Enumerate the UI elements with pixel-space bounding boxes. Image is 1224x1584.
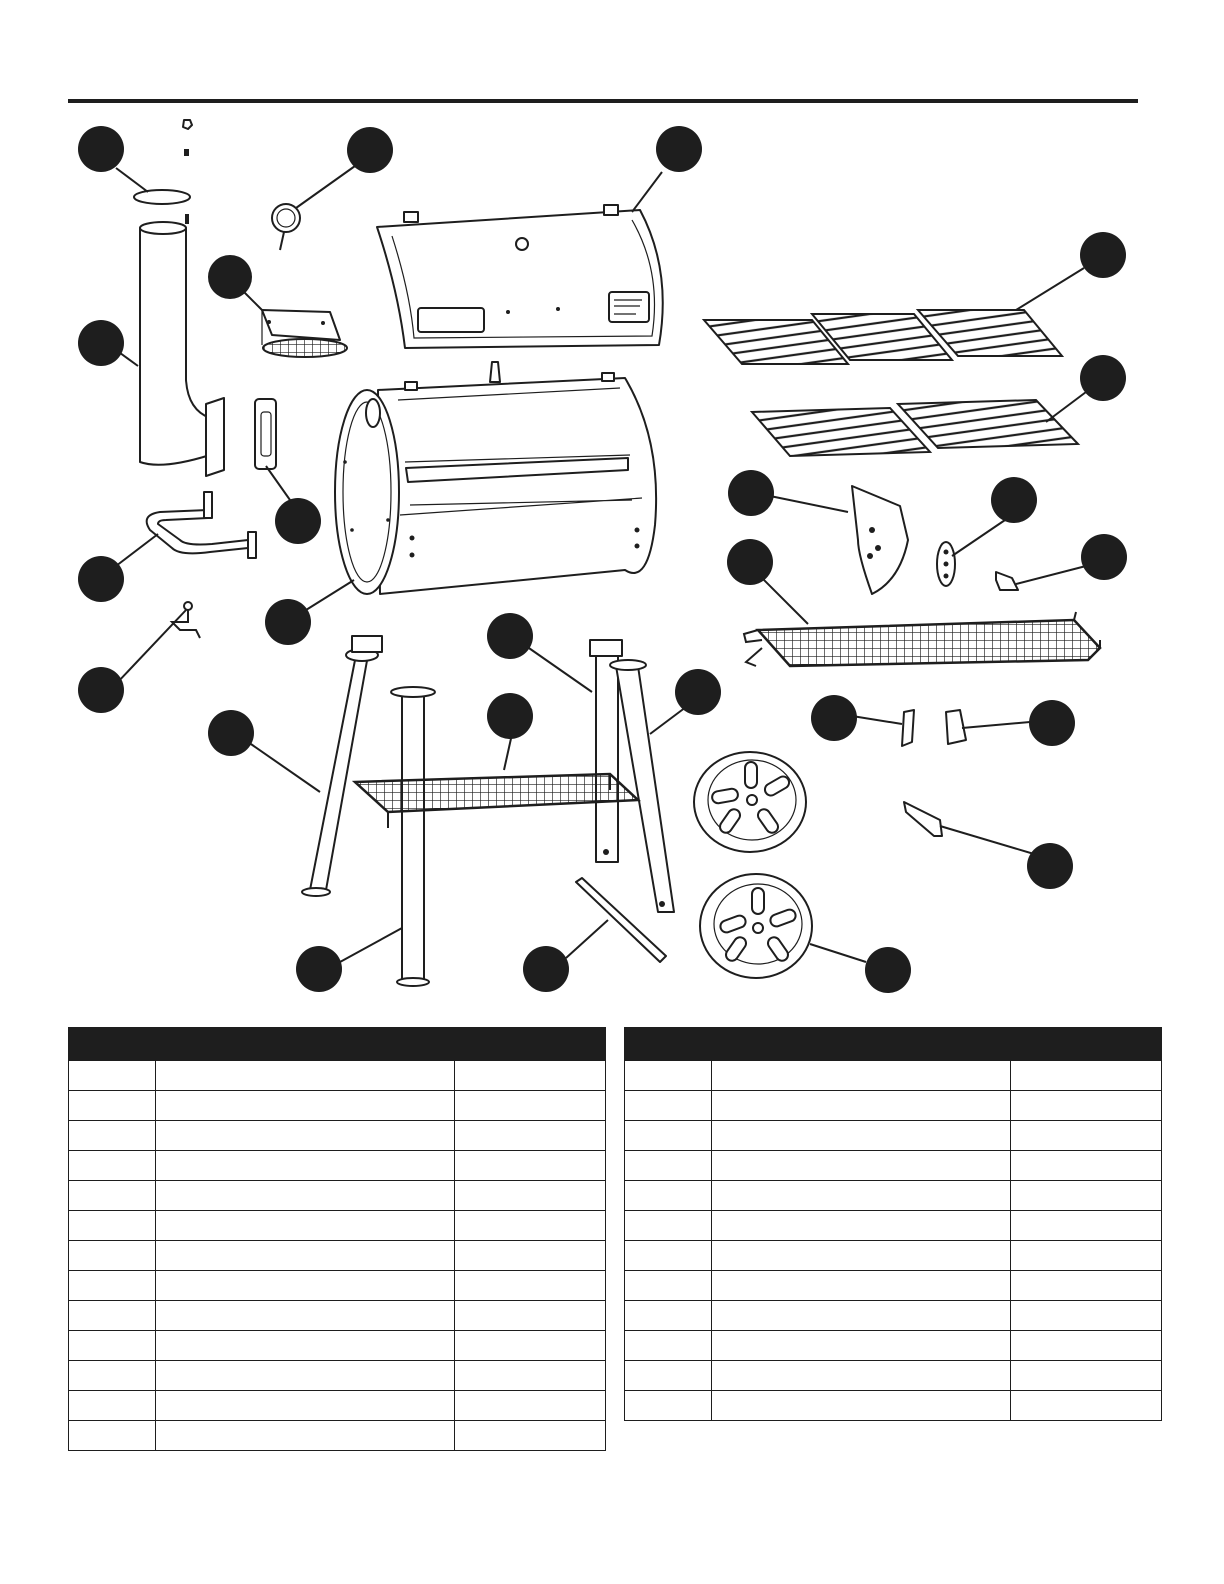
callout-marker [811,695,857,741]
description-cell [711,1331,1010,1361]
key-cell [69,1361,156,1391]
callout-marker [728,470,774,516]
callout-marker [78,126,124,172]
key-cell [625,1271,712,1301]
quantity-cell [454,1121,605,1151]
callout-marker [78,667,124,713]
table-row [625,1061,1162,1091]
key-cell [69,1271,156,1301]
quantity-cell [454,1331,605,1361]
callout-marker [675,669,721,715]
quantity-cell [1010,1271,1161,1301]
description-cell [155,1421,454,1451]
quantity-cell [1010,1151,1161,1181]
quantity-cell [1010,1121,1161,1151]
stack-gasket [255,399,276,469]
callout-marker [1081,534,1127,580]
description-cell [155,1361,454,1391]
quantity-cell [454,1391,605,1421]
quantity-cell [1010,1061,1161,1091]
quantity-cell [454,1301,605,1331]
description-cell [155,1181,454,1211]
quantity-cell [454,1181,605,1211]
quantity-cell [1010,1331,1161,1361]
description-cell [155,1211,454,1241]
charcoal-basket [262,310,347,357]
key-cell [69,1121,156,1151]
axle [576,878,666,962]
table-row [625,1121,1162,1151]
description-cell [155,1391,454,1421]
table-row [69,1211,606,1241]
barrel-body [335,362,656,594]
heat-baffle [852,486,908,594]
key-cell [69,1241,156,1271]
description-cell [711,1121,1010,1151]
stack-hardware [134,120,192,204]
table-row [69,1391,606,1421]
wheel-upper [694,752,806,852]
key-cell [625,1061,712,1091]
cooking-grates-top [704,310,1062,364]
table-row [69,1331,606,1361]
description-cell [155,1091,454,1121]
description-cell [711,1391,1010,1421]
header-cell-quantity [454,1028,605,1061]
parts-table-right [624,1027,1162,1421]
description-cell [711,1241,1010,1271]
table-row [69,1091,606,1121]
quantity-cell [1010,1241,1161,1271]
key-cell [625,1361,712,1391]
description-cell [155,1271,454,1301]
callout-marker [275,498,321,544]
callout-marker [78,556,124,602]
wheel-lower [700,874,812,978]
quantity-cell [454,1211,605,1241]
key-cell [69,1421,156,1451]
description-cell [155,1241,454,1271]
table-row [625,1151,1162,1181]
quantity-cell [1010,1361,1161,1391]
table-row [625,1301,1162,1331]
damper-disc [937,542,955,586]
quantity-cell [454,1271,605,1301]
callout-marker [296,946,342,992]
table-row [625,1271,1162,1301]
callout-marker [208,710,254,756]
callout-marker [1080,232,1126,278]
key-cell [625,1391,712,1421]
key-cell [625,1331,712,1361]
quantity-cell [1010,1301,1161,1331]
damper-bracket [996,572,1018,590]
callout-marker [347,127,393,173]
key-cell [69,1331,156,1361]
description-cell [711,1361,1010,1391]
quantity-cell [1010,1091,1161,1121]
table-row [69,1061,606,1091]
leg-front-center [391,687,435,986]
side-handle [147,492,256,558]
callout-marker [727,539,773,585]
shelf-brackets [902,710,966,836]
key-cell [69,1181,156,1211]
description-cell [711,1301,1010,1331]
description-cell [155,1331,454,1361]
description-cell [155,1121,454,1151]
quantity-cell [454,1421,605,1451]
key-cell [69,1151,156,1181]
key-cell [69,1211,156,1241]
callout-marker [656,126,702,172]
table-row [625,1181,1162,1211]
callout-marker [487,613,533,659]
table-row [625,1361,1162,1391]
header-cell-description [155,1028,454,1061]
header-cell-key [625,1028,712,1061]
description-cell [155,1061,454,1091]
header-cell-quantity [1010,1028,1161,1061]
description-cell [711,1091,1010,1121]
quantity-cell [454,1241,605,1271]
callout-marker [1029,700,1075,746]
table-row [625,1391,1162,1421]
table-row [69,1121,606,1151]
table-row [69,1181,606,1211]
description-cell [711,1061,1010,1091]
description-cell [711,1151,1010,1181]
table-row [625,1211,1162,1241]
quantity-cell [454,1061,605,1091]
table-row [69,1151,606,1181]
table-row [625,1331,1162,1361]
table-row [69,1271,606,1301]
key-cell [625,1151,712,1181]
smokestack [140,214,224,476]
parts-table-header [625,1028,1162,1061]
key-cell [625,1121,712,1151]
description-cell [711,1211,1010,1241]
table-row [69,1241,606,1271]
description-cell [155,1151,454,1181]
callout-marker [487,693,533,739]
table-row [69,1301,606,1331]
thermometer [272,204,300,250]
quantity-cell [1010,1181,1161,1211]
parts-table-left [68,1027,606,1451]
key-cell [69,1061,156,1091]
description-cell [711,1181,1010,1211]
callout-marker [1027,843,1073,889]
parts-table-header [69,1028,606,1061]
quantity-cell [454,1091,605,1121]
callout-marker [991,477,1037,523]
description-cell [155,1301,454,1331]
table-row [625,1241,1162,1271]
quantity-cell [454,1361,605,1391]
callout-marker [523,946,569,992]
table-row [69,1421,606,1451]
header-cell-key [69,1028,156,1061]
description-cell [711,1271,1010,1301]
key-cell [69,1301,156,1331]
key-cell [625,1181,712,1211]
lid [377,205,663,348]
quantity-cell [454,1151,605,1181]
quantity-cell [1010,1391,1161,1421]
callout-marker [78,320,124,366]
key-cell [69,1391,156,1421]
key-cell [69,1091,156,1121]
front-shelf [744,612,1100,666]
callout-marker [1080,355,1126,401]
key-cell [625,1301,712,1331]
leg-front-left [302,636,382,896]
key-cell [625,1091,712,1121]
callout-marker [208,255,252,299]
quantity-cell [1010,1211,1161,1241]
callout-marker [265,599,311,645]
table-row [625,1091,1162,1121]
table-row [69,1361,606,1391]
key-cell [625,1211,712,1241]
cooking-grates-bottom [752,400,1078,456]
header-cell-description [711,1028,1010,1061]
callout-marker [865,947,911,993]
key-cell [625,1241,712,1271]
